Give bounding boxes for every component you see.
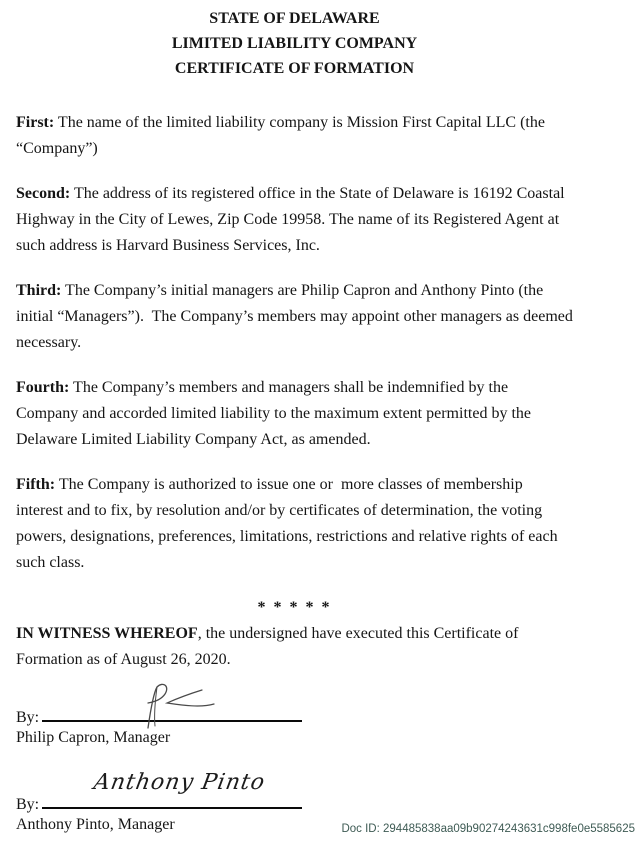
title-line-certificate: CERTIFICATE OF FORMATION: [174, 60, 415, 77]
signature-row: [16, 796, 573, 814]
paragraph-third: [16, 278, 577, 356]
paragraph-third-text: The Company’s initial managers are Philip Capron and Anthony Pinto (the initial “Managers”). The Company’s members may appoint other managers as deemed necessary.: [16, 282, 577, 351]
paragraph-fifth: [16, 472, 573, 576]
signer-name-title: Anthony Pinto, Manager: [16, 816, 175, 833]
paragraph-fourth: [16, 375, 573, 453]
document-content: [16, 0, 577, 833]
document-title: [16, 0, 573, 81]
paragraph-first: [16, 110, 573, 162]
paragraph-fifth-label: Fifth:: [16, 476, 56, 493]
paragraph-second-text: The address of its registered office in the State of Delaware is 16192 Coastal Highway in the City of Lewes, Zip Code 19958. The name of its Registered Agent at such address is Harvard Business Services, Inc.: [16, 185, 569, 254]
paragraph-first-label: First:: [16, 114, 55, 131]
doc-id-footer: [341, 823, 635, 835]
by-label: By:: [16, 796, 40, 813]
paragraph-first-text: The name of the limited liability company is Mission First Capital LLC (the “Company”): [16, 114, 549, 157]
witness-clause-label: IN WITNESS WHEREOF: [16, 625, 198, 642]
paragraph-fourth-text: The Company’s members and managers shall be indemnified by the Company and accorded limited liability to the maximum extent permitted by the Delaware Limited Liability Company Act, as amended.: [16, 379, 535, 448]
anthony-pinto-signature: Anthony Pinto: [91, 770, 268, 795]
by-label: By:: [16, 709, 40, 726]
paragraph-fourth-label: Fourth:: [16, 379, 70, 396]
paragraph-third-label: Third:: [16, 282, 62, 299]
paragraph-second-label: Second:: [16, 185, 71, 202]
paragraph-second: [16, 181, 573, 259]
title-line-state: STATE OF DELAWARE: [209, 10, 380, 27]
signature-line: [42, 709, 302, 722]
signature-block-philip-capron: [16, 709, 573, 746]
doc-id-value: 294485838aa09b90274243631c998fe0e5585625: [383, 823, 635, 835]
witness-clause: [16, 621, 573, 673]
signer-name-title: Philip Capron, Manager: [16, 729, 171, 746]
witness-clause-text: , the undersigned have executed this Certificate of Formation as of August 26, 2020.: [16, 625, 523, 668]
signature-row: [16, 709, 573, 727]
asterisk-separator: * * * * *: [257, 599, 332, 616]
paragraph-fifth-text: The Company is authorized to issue one or more classes of membership interest and to fix, by resolution and/or by certificates of determination, the voting powers, designations, preferences, limitations, restrictions and relative rights of each such class.: [16, 476, 562, 571]
doc-id-label: Doc ID:: [341, 823, 380, 835]
title-line-llc: LIMITED LIABILITY COMPANY: [171, 35, 418, 52]
signature-line: [42, 796, 302, 809]
